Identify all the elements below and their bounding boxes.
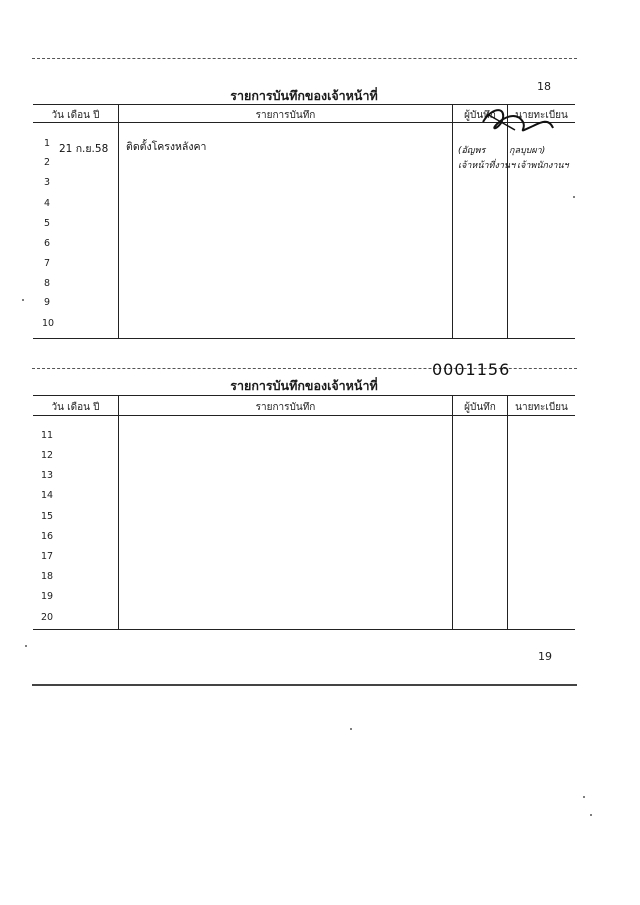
- row-number: 6: [44, 238, 51, 249]
- row-number: 7: [44, 258, 51, 269]
- registrar-name: กุลบุบผา): [509, 146, 546, 156]
- row-number: 1: [44, 138, 51, 149]
- row-number: 9: [44, 297, 51, 308]
- scan-speck: [350, 728, 352, 730]
- entry-record: ติดตั้งโครงหลังคา: [126, 141, 207, 153]
- table-border-top: [33, 395, 575, 396]
- row-number: 17: [41, 551, 54, 562]
- bottom-rule: [32, 684, 577, 686]
- recorder-name: (อัญพร: [458, 146, 486, 156]
- recorder-position: เจ้าหน้าที่งานฯ: [458, 161, 516, 171]
- registrar-position: เจ้าพนักงานฯ: [517, 161, 569, 171]
- row-number: 4: [44, 198, 51, 209]
- row-number: 10: [42, 318, 55, 329]
- row-number: 16: [41, 531, 54, 542]
- header-registrar: นายทะเบียน: [515, 110, 568, 121]
- header-divider: [33, 415, 575, 416]
- row-number: 5: [44, 218, 51, 229]
- page-number-top: 18: [537, 80, 551, 93]
- row-number: 14: [41, 490, 54, 501]
- row-number: 13: [41, 470, 54, 481]
- section-title: รายการบันทึกของเจ้าหน้าที่: [230, 88, 378, 103]
- scan-speck: [590, 814, 592, 816]
- column-divider: [507, 395, 508, 629]
- records-section-2: [33, 0, 575, 640]
- scan-speck: [573, 196, 575, 198]
- page-number-bottom: 19: [538, 650, 552, 663]
- header-record: รายการบันทึก: [255, 110, 316, 121]
- header-record: รายการบันทึก: [255, 402, 316, 413]
- scan-speck: [22, 299, 24, 301]
- header-registrar: นายทะเบียน: [515, 402, 568, 413]
- column-divider: [118, 395, 119, 629]
- row-number: 18: [41, 571, 54, 582]
- column-divider: [452, 395, 453, 629]
- row-number: 11: [41, 430, 54, 441]
- row-number: 19: [41, 591, 54, 602]
- row-number: 2: [44, 157, 51, 168]
- row-number: 8: [44, 278, 51, 289]
- row-number: 20: [41, 612, 54, 623]
- row-number: 3: [44, 177, 51, 188]
- row-number: 12: [41, 450, 54, 461]
- scan-speck: [583, 796, 585, 798]
- scan-speck: [25, 645, 27, 647]
- header-date: วัน เดือน ปี: [51, 110, 100, 121]
- entry-date: 21 ก.ย.58: [59, 143, 109, 155]
- header-recorder: ผู้บันทึก: [464, 110, 496, 121]
- section-title: รายการบันทึกของเจ้าหน้าที่: [230, 378, 378, 393]
- document-number: 0001156: [432, 360, 511, 379]
- row-number: 15: [41, 511, 54, 522]
- header-date: วัน เดือน ปี: [51, 402, 100, 413]
- table-border-bottom: [33, 629, 575, 630]
- header-recorder: ผู้บันทึก: [464, 402, 496, 413]
